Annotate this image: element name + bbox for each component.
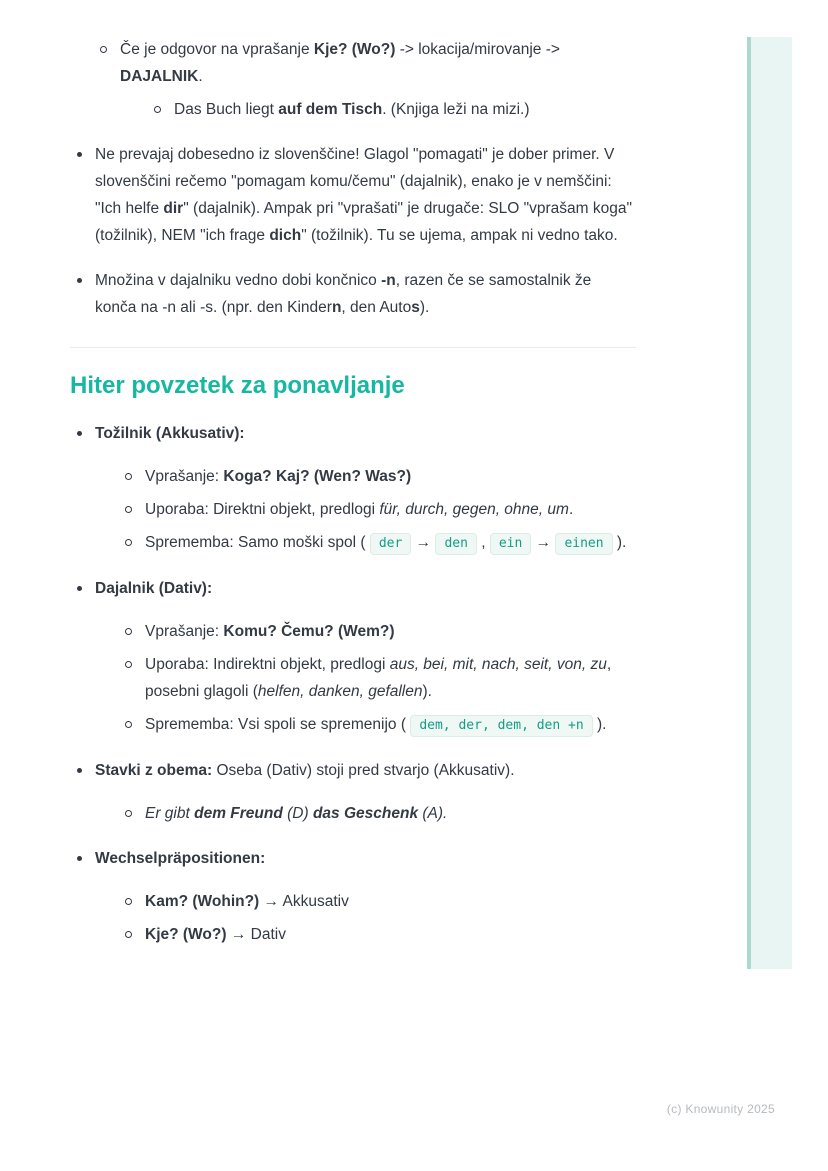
akkusativ-title: Tožilnik (Akkusativ): bbox=[95, 425, 245, 442]
list-item bbox=[148, 96, 636, 123]
divider bbox=[70, 347, 636, 348]
list-item bbox=[119, 651, 636, 705]
list-item bbox=[119, 888, 636, 915]
tip-translate-text: Ne prevajaj dobesedno iz slovenščine! Glagol "pomagati" je dober primer. V slovenščini rečemo "pomagam komu/čemu" (dajalnik), enako je v nemščini: "Ich helfe dir" (dajalnik). Ampak pri "vprašati" je drugače: SLO "vprašam koga" (tožilnik), NEM "ich frage dich" (tožilnik). Tu se ujema, ampak ni vedno tako. bbox=[95, 146, 633, 244]
akkusativ-change: Sprememba: Samo moški spol ( der → den , ein → einen ). bbox=[145, 534, 626, 551]
dativ-sub-list bbox=[119, 618, 636, 739]
akkusativ-question: Vprašanje: Koga? Kaj? (Wen? Was?) bbox=[145, 468, 412, 485]
list-item-dativ bbox=[70, 575, 636, 739]
list-item bbox=[119, 463, 636, 490]
summary-list bbox=[70, 420, 636, 948]
wechsel-sub-list bbox=[119, 888, 636, 948]
code-badge: dem, der, dem, den +n bbox=[410, 715, 592, 737]
akkusativ-usage: Uporaba: Direktni objekt, predlogi für, durch, gegen, ohne, um. bbox=[145, 501, 574, 518]
wechsel-kam: Kam? (Wohin?) → Akkusativ bbox=[145, 893, 349, 910]
code-badge: den bbox=[435, 533, 476, 555]
list-item bbox=[119, 921, 636, 948]
copyright-footer: (c) Knowunity 2025 bbox=[666, 1102, 775, 1116]
section-heading: Hiter povzetek za ponavljanje bbox=[70, 372, 405, 399]
code-badge: der bbox=[370, 533, 411, 555]
list-item-both-objects bbox=[70, 757, 636, 827]
list-item bbox=[119, 800, 636, 827]
example-das-buch-text: Das Buch liegt auf dem Tisch. (Knjiga leži na mizi.) bbox=[174, 101, 530, 118]
akkusativ-sub-list bbox=[119, 463, 636, 557]
tip-plural-text: Množina v dajalniku vedno dobi končnico -n, razen če se samostalnik že konča na -n ali -s. (npr. den Kindern, den Autos). bbox=[95, 272, 592, 316]
dativ-title: Dajalnik (Dativ): bbox=[95, 580, 213, 597]
both-objects-example: Er gibt dem Freund (D) das Geschenk (A). bbox=[145, 805, 448, 822]
intro-example-list bbox=[148, 96, 636, 123]
list-item bbox=[119, 529, 636, 557]
wechsel-kje: Kje? (Wo?) → Dativ bbox=[145, 926, 286, 943]
tips-list bbox=[70, 141, 636, 321]
list-item bbox=[70, 141, 636, 249]
list-item bbox=[119, 711, 636, 739]
list-item-wechsel bbox=[70, 845, 636, 948]
dativ-question: Vprašanje: Komu? Čemu? (Wem?) bbox=[145, 623, 395, 640]
dativ-usage: Uporaba: Indirektni objekt, predlogi aus, bei, mit, nach, seit, von, zu, posebni glagoli (helfen, danken, gefallen). bbox=[145, 656, 612, 700]
intro-section bbox=[70, 36, 636, 123]
code-badge: ein bbox=[490, 533, 531, 555]
list-item bbox=[119, 496, 636, 523]
both-objects-title: Stavki z obema: Oseba (Dativ) stoji pred stvarjo (Akkusativ). bbox=[95, 762, 515, 779]
document-content bbox=[70, 0, 636, 966]
list-item-akkusativ bbox=[70, 420, 636, 557]
list-item bbox=[119, 618, 636, 645]
wechsel-title: Wechselpräpositionen: bbox=[95, 850, 266, 867]
dativ-change: Sprememba: Vsi spoli se spremenijo ( dem, der, dem, den +n ). bbox=[145, 716, 606, 733]
list-item bbox=[94, 36, 636, 123]
page-edge-bar bbox=[747, 37, 792, 969]
list-item bbox=[70, 267, 636, 321]
intro-sub-list bbox=[94, 36, 636, 123]
both-objects-sub-list bbox=[119, 800, 636, 827]
code-badge: einen bbox=[555, 533, 612, 555]
rule-kje-text: Če je odgovor na vprašanje Kje? (Wo?) -> lokacija/mirovanje -> DAJALNIK. bbox=[120, 41, 560, 85]
